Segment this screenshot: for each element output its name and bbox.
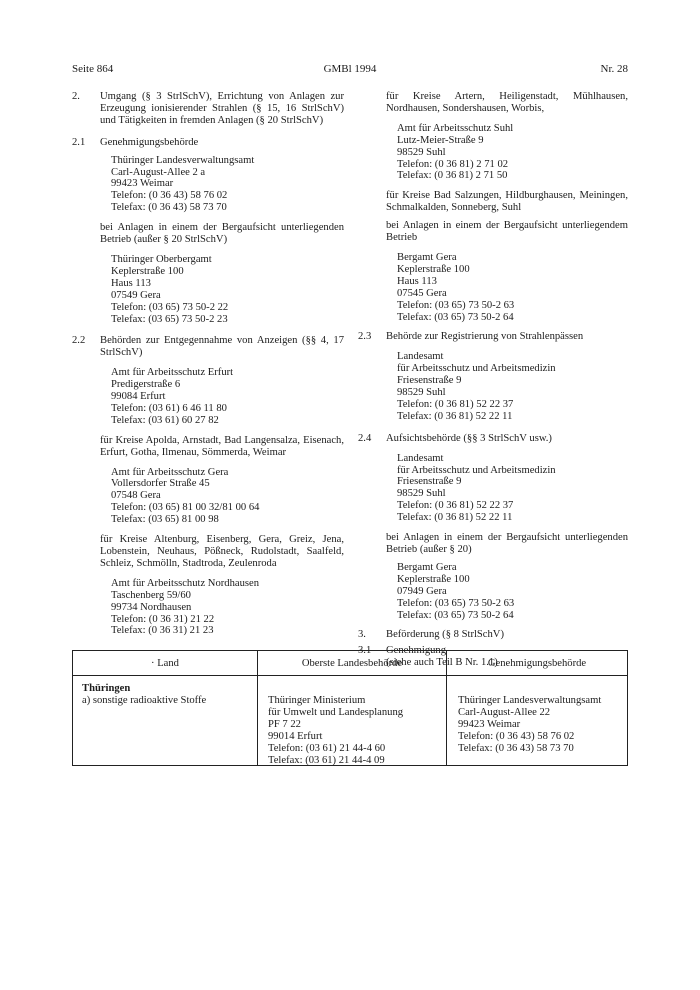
note-text: für Kreise Bad Salzungen, Hildburghausen, Meiningen, Schmalkalden, Sonneberg, Suhl bbox=[386, 190, 628, 214]
address-line: Telefax: (0 36 43) 58 73 70 bbox=[458, 742, 574, 754]
section-2-4 bbox=[358, 433, 628, 622]
address-line: 07548 Gera bbox=[111, 490, 161, 502]
header-genehmigungsbehoerde: Genehmigungsbehörde bbox=[487, 658, 587, 669]
address-line: 99734 Nordhausen bbox=[111, 601, 192, 613]
address-line: Telefon: (0 36 43) 58 76 02 bbox=[458, 730, 575, 742]
address-line: 07949 Gera bbox=[397, 585, 447, 597]
address-line: Carl-August-Allee 2 a bbox=[111, 166, 206, 178]
address-line: Bergamt Gera bbox=[397, 561, 457, 573]
address-line: Amt für Arbeitsschutz Suhl bbox=[397, 122, 514, 134]
section-3 bbox=[358, 629, 628, 641]
table-cell-ministry bbox=[268, 695, 403, 766]
address-line: Thüringer Ministerium bbox=[268, 695, 366, 706]
address-line: Amt für Arbeitsschutz Gera bbox=[111, 466, 229, 478]
address-block bbox=[386, 123, 628, 183]
address-line: Friesenstraße 9 bbox=[397, 476, 462, 488]
address-line: Carl-August-Allee 22 bbox=[458, 706, 551, 718]
section-title: Aufsichtsbehörde (§§ 3 StrlSchV usw.) bbox=[386, 432, 552, 444]
address-line: Telefon: (03 61) 6 46 11 80 bbox=[111, 402, 227, 414]
note-text: für Kreise Altenburg, Eisenberg, Gera, Greiz, Jena, Lobenstein, Neuhaus, Pößneck, Rudolstadt, Saalfeld, Schleiz, Schmölln, Stadtroda, Zeulenroda bbox=[100, 534, 344, 569]
authority-table bbox=[72, 650, 628, 766]
section-2-3 bbox=[358, 331, 628, 422]
address-line: Bergamt Gera bbox=[397, 251, 457, 263]
address-line: Telefax: (0 36 81) 52 22 11 bbox=[397, 512, 513, 524]
section-subtitle: (siehe auch Teil B Nr. 1.1) bbox=[386, 657, 498, 669]
address-line: Telefon: (03 65) 81 00 32/81 00 64 bbox=[111, 502, 260, 514]
note-text: bei Anlagen in einem der Bergaufsicht unterliegenden Betrieb (außer § 20) bbox=[386, 532, 628, 555]
address-line: Telefax: (0 36 81) 52 22 11 bbox=[397, 410, 513, 422]
address-line: Telefax: (03 61) 60 27 82 bbox=[111, 414, 219, 426]
address-line: Telefon: (0 36 81) 52 22 37 bbox=[397, 398, 514, 410]
section-title: Behörden zur Entgegennahme von Anzeigen (§§ 4, 17 StrlSchV) bbox=[100, 335, 344, 359]
item-label: a) sonstige radioaktive Stoffe bbox=[82, 694, 207, 706]
address-line: Telefax: (03 65) 73 50-2 64 bbox=[397, 311, 514, 323]
address-block bbox=[100, 467, 344, 527]
address-block bbox=[100, 578, 344, 638]
address-line: Haus 113 bbox=[397, 275, 437, 287]
address-line: Telefon: (03 61) 21 44-4 60 bbox=[268, 742, 386, 754]
address-block bbox=[386, 252, 628, 323]
table-cell-land bbox=[82, 683, 206, 707]
address-line: Telefon: (0 36 43) 58 76 02 bbox=[111, 190, 228, 202]
address-line: Telefon: (0 36 81) 2 71 02 bbox=[397, 158, 509, 170]
address-line: Telefax: (03 61) 21 44-4 09 bbox=[268, 754, 385, 766]
address-line: Taschenberg 59/60 bbox=[111, 589, 191, 601]
address-line: Telefon: (03 65) 73 50-2 22 bbox=[111, 301, 229, 313]
address-line: Telefax: (03 65) 73 50-2 64 bbox=[397, 609, 514, 621]
right-column bbox=[358, 91, 628, 669]
section-2 bbox=[72, 91, 344, 127]
section-number: 2.2 bbox=[72, 335, 86, 347]
address-line: Keplerstraße 100 bbox=[111, 265, 184, 277]
address-line: Landesamt bbox=[397, 452, 444, 464]
address-line: 99423 Weimar bbox=[458, 718, 521, 730]
note-text: bei Anlagen in einem der Bergaufsicht unterliegenden Betrieb (außer § 20 StrlSchV) bbox=[100, 222, 344, 246]
section-number: 2.3 bbox=[358, 331, 372, 343]
state-name: Thüringen bbox=[82, 683, 131, 694]
issue-number: Nr. 28 bbox=[600, 63, 628, 75]
address-line: Amt für Arbeitsschutz Erfurt bbox=[111, 367, 234, 379]
address-line: Telefon: (03 65) 73 50-2 63 bbox=[397, 597, 515, 609]
address-line: 98529 Suhl bbox=[397, 488, 446, 500]
table-cell-authority bbox=[458, 695, 601, 755]
note-text: für Kreise Apolda, Arnstadt, Bad Langensalza, Eisenach, Erfurt, Gotha, Ilmenau, Sömmerda, Weimar bbox=[100, 434, 344, 458]
address-line: 99084 Erfurt bbox=[111, 391, 166, 403]
section-number: 2.4 bbox=[358, 432, 372, 444]
address-line: Haus 113 bbox=[111, 277, 151, 289]
section-number: 3.1 bbox=[358, 645, 372, 657]
address-line: Friesenstraße 9 bbox=[397, 375, 462, 387]
address-line: 07545 Gera bbox=[397, 287, 447, 299]
address-line: Keplerstraße 100 bbox=[397, 263, 470, 275]
journal-title: GMBl 1994 bbox=[323, 63, 377, 75]
address-line: Telefax: (0 36 31) 21 23 bbox=[111, 625, 214, 637]
section-2-2 bbox=[72, 335, 344, 637]
header-oberste-landesbehoerde: Oberste Landesbehörde bbox=[301, 658, 403, 669]
address-line: Thüringer Oberbergamt bbox=[111, 253, 212, 265]
address-line: Predigerstraße 6 bbox=[111, 379, 181, 391]
address-line: Telefon: (0 36 81) 52 22 37 bbox=[397, 500, 514, 512]
section-number: 2. bbox=[72, 91, 80, 102]
address-line: für Arbeitsschutz und Arbeitsmedizin bbox=[397, 363, 556, 375]
section-title: Beförderung (§ 8 StrlSchV) bbox=[386, 629, 504, 641]
address-line: Telefax: (03 65) 81 00 98 bbox=[111, 514, 219, 526]
address-block bbox=[386, 562, 628, 622]
address-block bbox=[100, 254, 344, 325]
section-title: Genehmigungsbehörde bbox=[100, 136, 199, 148]
address-line: 99014 Erfurt bbox=[268, 730, 323, 742]
address-line: Keplerstraße 100 bbox=[397, 573, 470, 585]
address-line: 99423 Weimar bbox=[111, 178, 174, 190]
section-title: Genehmigung bbox=[386, 645, 447, 657]
address-line: Telefon: (03 65) 73 50-2 63 bbox=[397, 299, 515, 311]
address-line: für Arbeitsschutz und Arbeitsmedizin bbox=[397, 464, 556, 476]
address-line: Telefon: (0 36 31) 21 22 bbox=[111, 613, 215, 625]
address-line: Vollersdorfer Straße 45 bbox=[111, 478, 210, 490]
left-column bbox=[72, 91, 344, 637]
address-line: Telefax: (0 36 81) 2 71 50 bbox=[397, 170, 508, 182]
address-line: Thüringer Landesverwaltungsamt bbox=[458, 695, 602, 706]
address-line: Landesamt bbox=[397, 351, 444, 363]
note-text: für Kreise Artern, Heiligenstadt, Mühlhausen, Nordhausen, Sondershausen, Worbis, bbox=[386, 91, 628, 114]
address-line: Lutz-Meier-Straße 9 bbox=[397, 134, 484, 146]
page-number: Seite 864 bbox=[72, 63, 114, 75]
address-line: PF 7 22 bbox=[268, 718, 301, 730]
note-text: bei Anlagen in einem der Bergaufsicht unterliegendem Betrieb bbox=[386, 220, 628, 244]
address-line: 98529 Suhl bbox=[397, 146, 446, 158]
address-block bbox=[386, 351, 628, 422]
section-number: 3. bbox=[358, 629, 366, 641]
section-title: Behörde zur Registrierung von Strahlenpässen bbox=[386, 331, 584, 343]
header-land: · Land bbox=[151, 658, 179, 669]
page-header bbox=[72, 64, 628, 78]
address-line: Telefax: (0 36 43) 58 73 70 bbox=[111, 202, 227, 214]
address-block bbox=[100, 155, 344, 215]
section-2-1 bbox=[72, 137, 344, 326]
address-line: 07549 Gera bbox=[111, 289, 161, 301]
section-number: 2.1 bbox=[72, 136, 86, 148]
address-block bbox=[386, 453, 628, 524]
address-line: Thüringer Landesverwaltungsamt bbox=[111, 154, 255, 166]
address-block bbox=[100, 367, 344, 427]
section-text: Umgang (§ 3 StrlSchV), Errichtung von Anlagen zur Erzeugung ionisierender Strahlen (§ 15, 16 StrlSchV) und Tätigkeiten in fremden Anlagen (§ 20 StrlSchV) bbox=[100, 91, 344, 126]
address-line: für Umwelt und Landesplanung bbox=[268, 706, 404, 718]
address-line: 98529 Suhl bbox=[397, 387, 446, 399]
address-line: Telefax: (03 65) 73 50-2 23 bbox=[111, 313, 228, 325]
address-line: Amt für Arbeitsschutz Nordhausen bbox=[111, 577, 259, 589]
section-2-2-continued bbox=[358, 91, 628, 323]
